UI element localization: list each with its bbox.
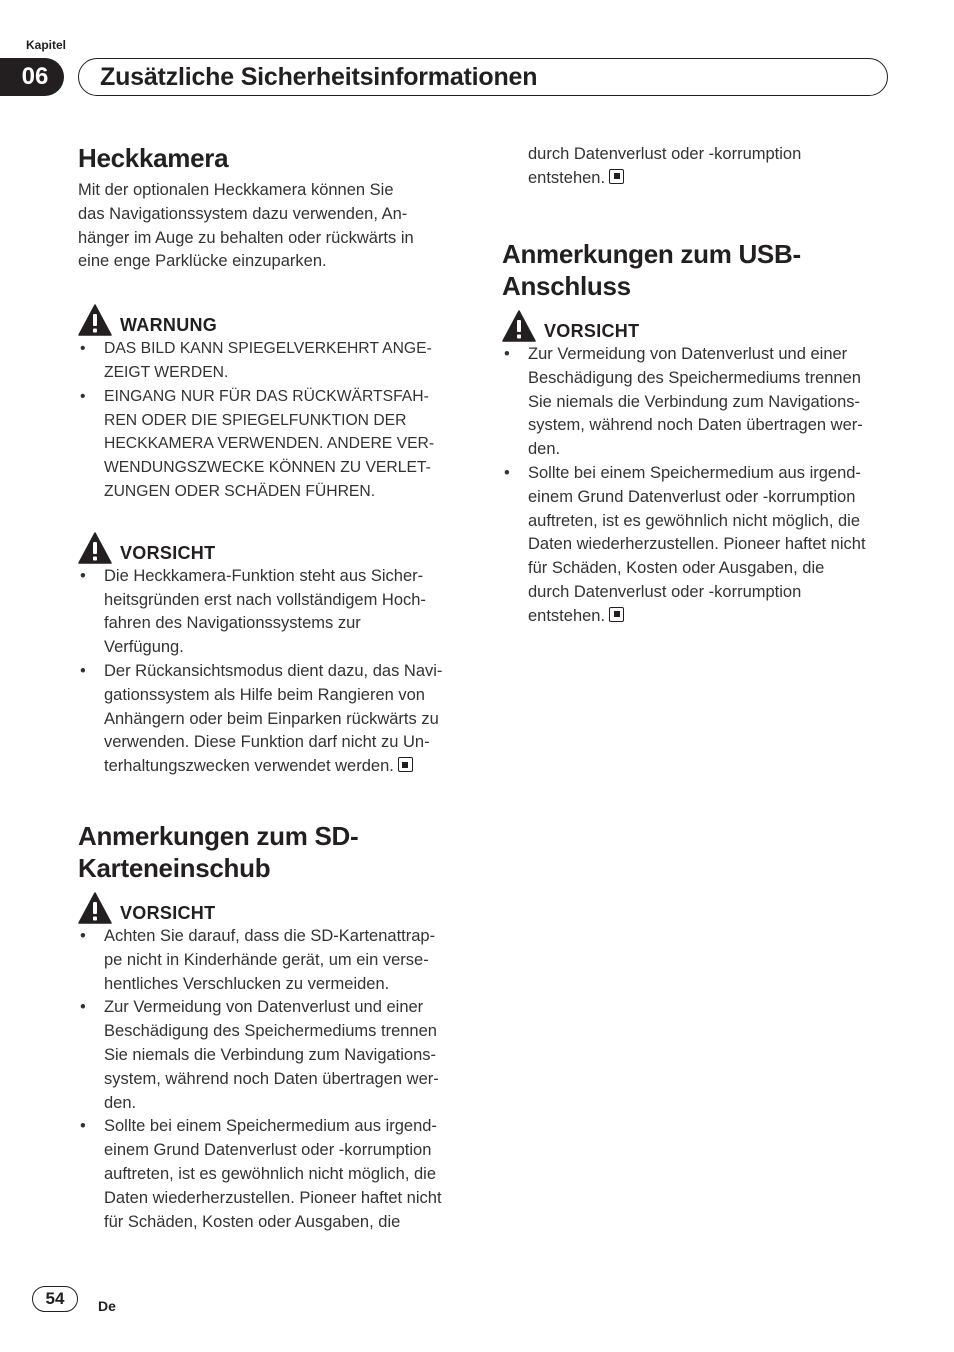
vorsicht-label: VORSICHT [544,321,640,341]
intro-line: das Navigationssystem dazu verwenden, An- [78,204,408,223]
warnung-header [78,304,473,336]
vorsicht-label: VORSICHT [120,542,216,563]
vorsicht-item [502,462,902,629]
warnung-item: • EINGANG NUR FÜR DAS RÜCKWÄRTSFAH- REN ODER DIE SPIEGELFUNKTION DER HECKKAMERA VERWENDEN. ANDERE VER- WENDUNGSZWECKE KÖNNEN ZU VERLET- ZUNGEN ODER SCHÄDEN FÜHREN. [78,385,473,504]
vorsicht-item: • Sollte bei einem Speichermedium aus irgend- einem Grund Datenverlust oder -korrumption auftreten, ist es gewöhnlich nicht möglich, die Daten wiederherzustellen. Pioneer haftet nicht für Schäden, Kosten oder Ausgaben, die [78,1115,473,1234]
sd-continuation [502,143,902,191]
intro-line: eine enge Parklücke einzuparken. [78,252,327,271]
end-of-section-icon [609,607,624,622]
end-of-section-icon [609,169,624,184]
heckkamera-heading: Heckkamera [78,143,229,173]
section-sd-karteneinschub [78,820,473,1234]
language-code: De [98,1298,116,1314]
vorsicht-item: • Zur Vermeidung von Datenverlust und einer Beschädigung des Speichermediums trennen Sie niemals die Verbindung zum Navigations- system, während noch Daten übertragen wer- den. [78,996,473,1115]
sd-vorsicht-list [78,925,473,1234]
vorsicht-item: • Achten Sie darauf, dass die SD-Kartenattrap- pe nicht in Kinderhände gerät, um ein verse- hentliches Verschlucken zu vermeiden. [78,925,473,996]
warning-triangle-icon [78,304,112,336]
sd-continuation-text [502,143,902,191]
warnung-item: • DAS BILD KANN SPIEGELVERKEHRT ANGE- ZEIGT WERDEN. [78,337,473,385]
vorsicht-list [78,565,473,779]
sd-heading-line: Karteneinschub [78,853,271,883]
usb-vorsicht-list [502,343,902,629]
sd-heading [78,820,473,884]
vorsicht-item-text: Der Rückansichtsmodus dient dazu, das Navi- gationssystem als Hilfe beim Rangieren von Anhängern oder beim Einparken rückwärts zu verwenden. Diese Funktion darf nicht zu Un- terhaltungszwecken verwendet werden. [104,661,443,776]
page-number: 54 [32,1286,78,1312]
warnung-list [78,337,473,504]
continuation-text: durch Datenverlust oder -korrumption entstehen. [528,145,802,187]
usb-heading [502,238,902,302]
sd-heading-line: Anmerkungen zum SD- [78,821,359,851]
intro-line: hänger im Auge zu behalten oder rückwärts in [78,228,414,247]
usb-heading-line: Anmerkungen zum USB- [502,239,801,269]
heckkamera-intro [78,179,473,274]
vorsicht-header [502,310,902,342]
warning-triangle-icon [78,532,112,564]
kapitel-label: Kapitel [26,38,67,52]
chapter-number-badge: 06 [0,58,64,96]
vorsicht-header [78,892,473,924]
vorsicht-item-text: Sollte bei einem Speichermedium aus irgend- einem Grund Datenverlust oder -korrumption auftreten, ist es gewöhnlich nicht möglich, die Daten wiederherzustellen. Pioneer haftet nicht für Schäden, Kosten oder Ausgaben, die durch Datenverlust oder -korrumption entstehen. [528,463,866,625]
intro-line: Mit der optionalen Heckkamera können Sie [78,181,394,199]
section-heckkamera [78,142,473,779]
vorsicht-header [78,532,473,564]
section-usb-anschluss [502,238,902,629]
vorsicht-item: • Zur Vermeidung von Datenverlust und einer Beschädigung des Speichermediums trennen Sie niemals die Verbindung zum Navigations- system, während noch Daten übertragen wer- den. [502,343,902,462]
chapter-title: Zusätzliche Sicherheitsinformationen [100,63,538,91]
warning-triangle-icon [502,310,536,342]
warning-triangle-icon [78,892,112,924]
usb-heading-line: Anschluss [502,271,631,301]
end-of-section-icon [398,757,413,772]
warnung-label: WARNUNG [120,315,218,336]
vorsicht-item: • Die Heckkamera-Funktion steht aus Sicher- heitsgründen erst nach vollständigem Hoch- fahren des Navigationssystems zur Verfügung. [78,565,473,660]
vorsicht-item [78,660,473,779]
vorsicht-label: VORSICHT [120,903,216,923]
